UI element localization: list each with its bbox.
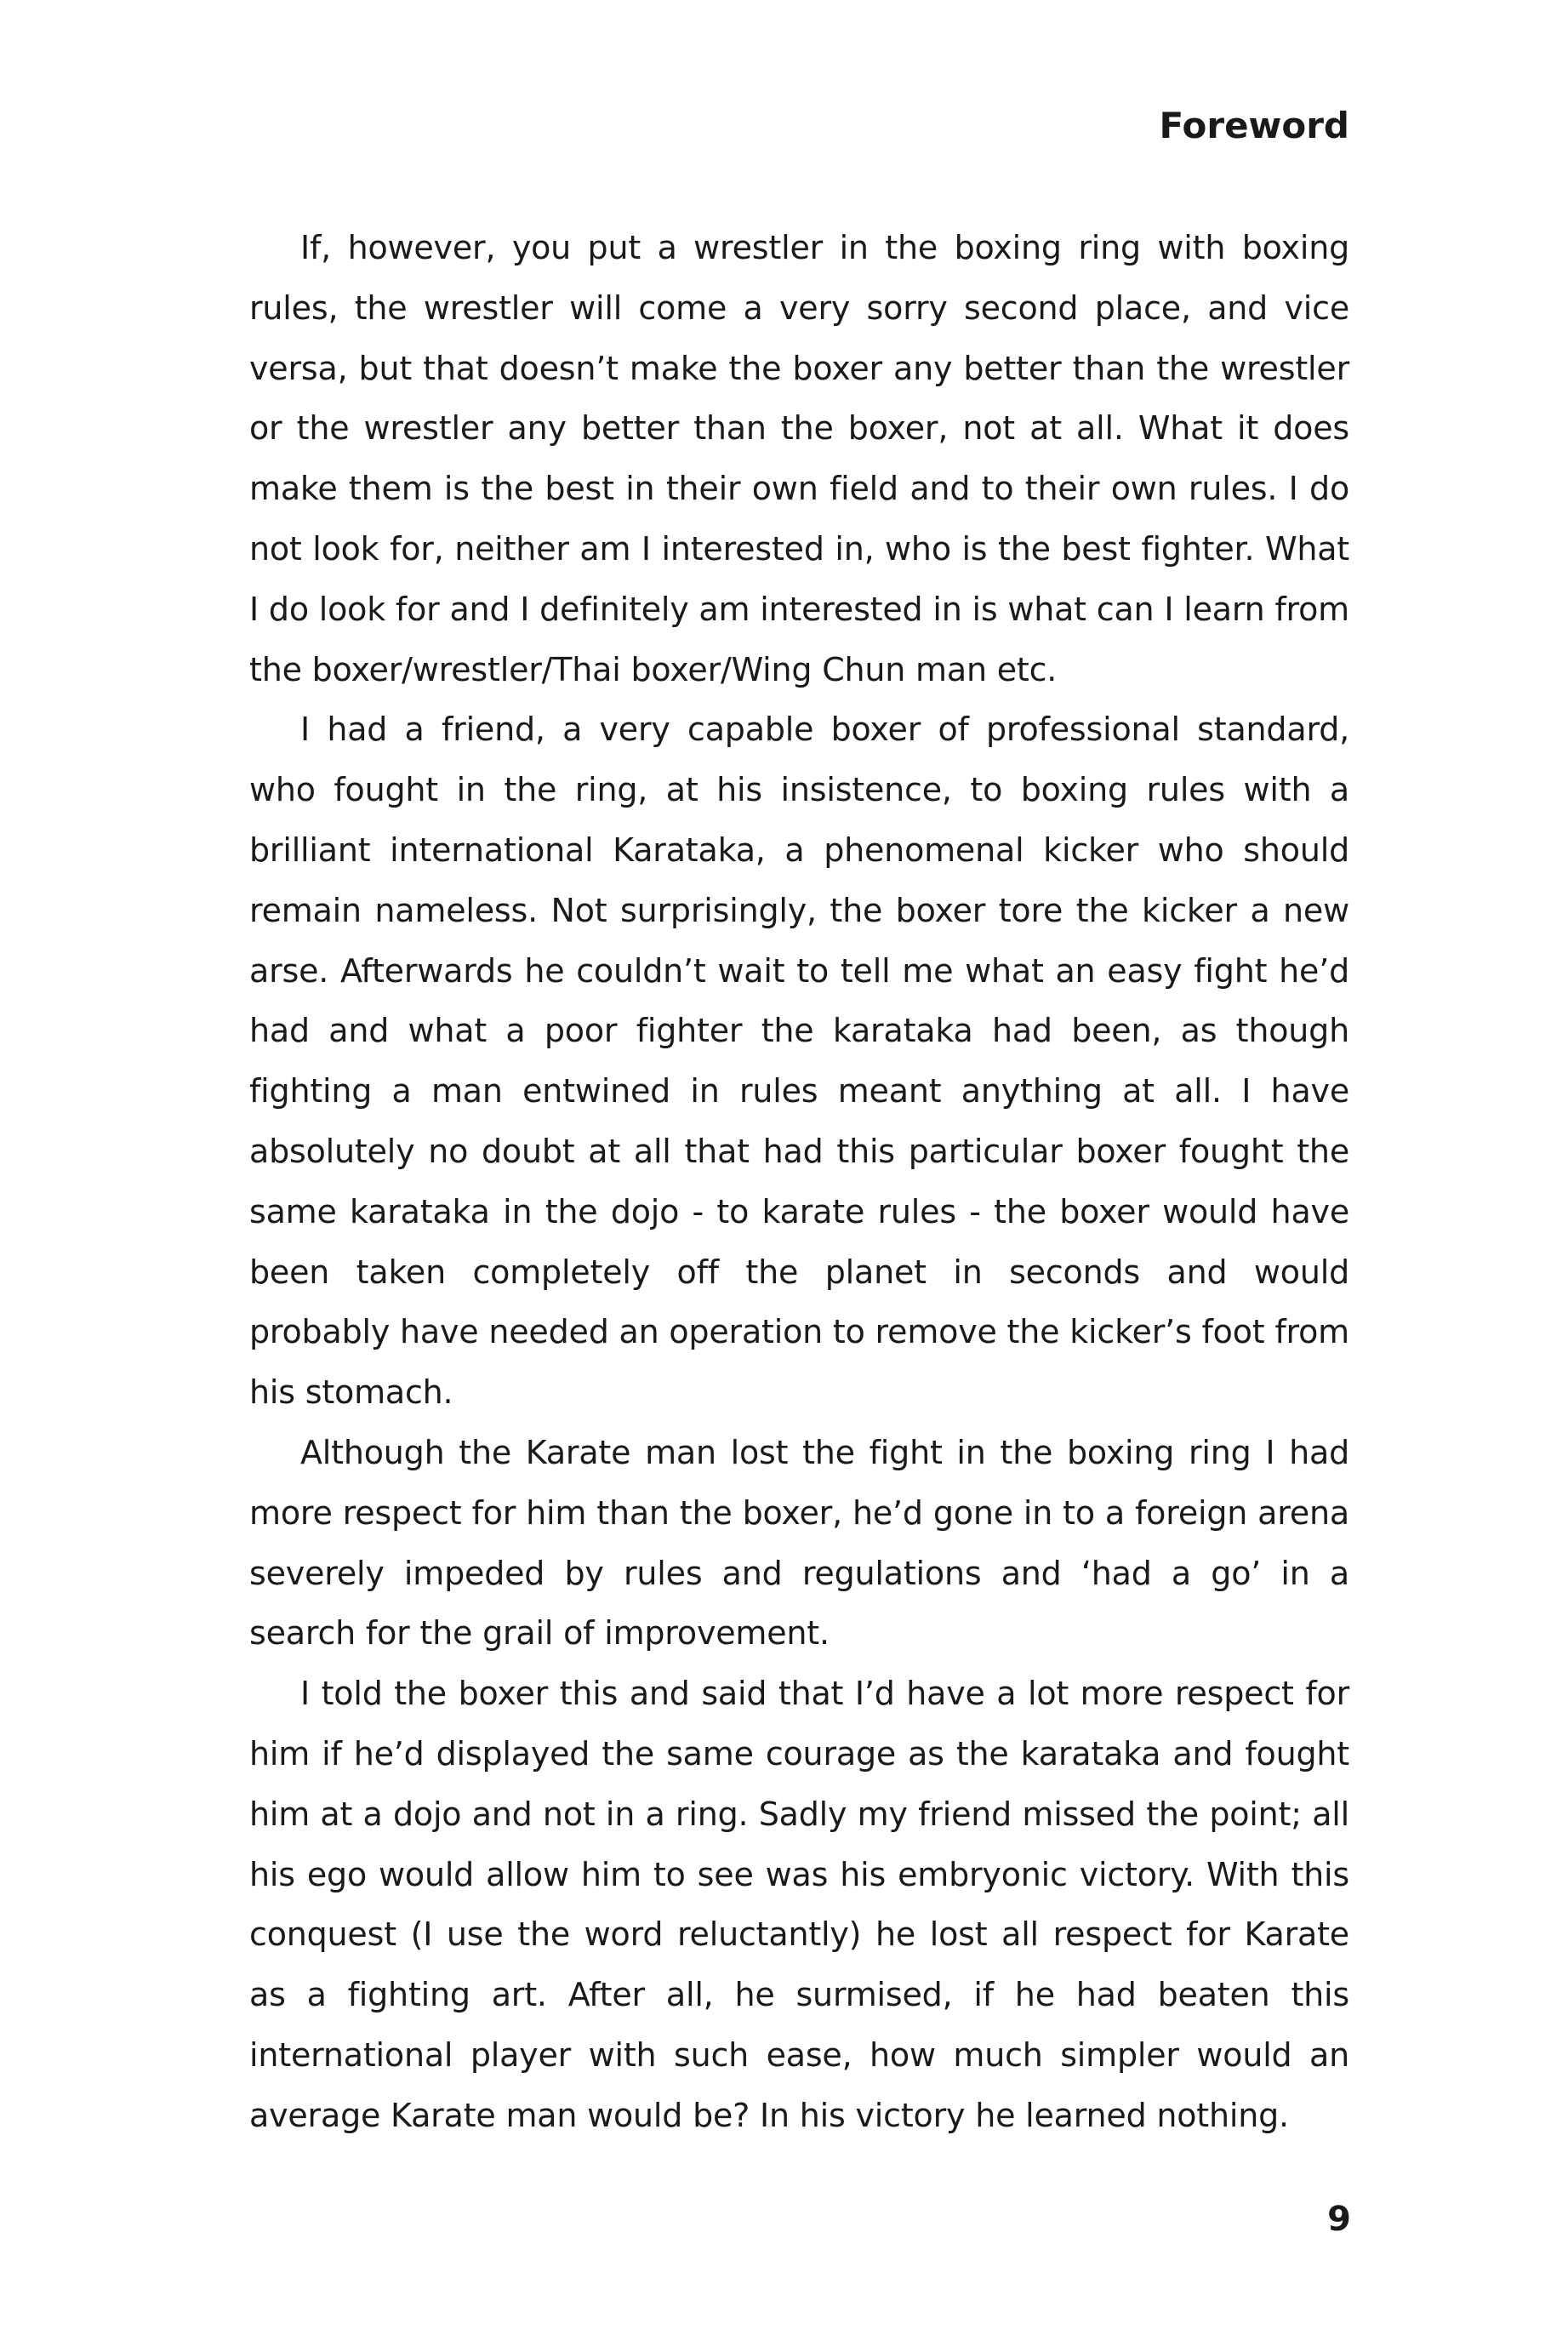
paragraph: I had a friend, a very capable boxer of professional standard, who fought in the ring, at his insistence, to boxing rules with a brilliant international Karataka, a phenomenal kicker who should remain nameless. Not surprisingly, the boxer tore the kicker a new arse. Afterwards he couldn’t wait to tell me what an easy fight he’d had and what a poor fighter the karataka had been, as though fighting a man entwined in rules meant anything at all. I have absolutely no doubt at all that had this particular boxer fought the same karataka in the dojo - to karate rules - the boxer would have been taken completely off the planet in seconds and would probably have needed an operation to remove the kicker’s foot from his stomach. bbox=[249, 711, 1349, 1412]
paragraph: If, however, you put a wrestler in the boxing ring with boxing rules, the wrestler will come a very sorry second place, and vice versa, but that doesn’t make the boxer any better than the wrestler or the wrestler any better than the boxer, not at all. What it does make them is the best in their own field and to their own rules. I do not look for, neither am I interested in, who is the best fighter. What I do look for and I definitely am interested in is what can I learn from the boxer/wrestler/Thai boxer/Wing Chun man etc. bbox=[249, 229, 1349, 688]
page-number: 9 bbox=[1327, 2200, 1351, 2239]
paragraph: Although the Karate man lost the fight in the boxing ring I had more respect for him than the boxer, he’d gone in to a foreign arena severely impeded by rules and regulations and ‘had a go’ in a search for the grail of improvement. bbox=[249, 1433, 1349, 1653]
body-text bbox=[249, 218, 1349, 2146]
running-head: Foreword bbox=[1159, 105, 1349, 146]
paragraph: I told the boxer this and said that I’d have a lot more respect for him if he’d displayed the same courage as the karataka and fought him at a dojo and not in a ring. Sadly my friend missed the point; all his ego would allow him to see was his embryonic victory. With this conquest (I use the word reluctantly) he lost all respect for Karate as a fighting art. After all, he surmised, if he had beaten this international player with such ease, how much simpler would an average Karate man would be? In his victory he learned nothing. bbox=[249, 1675, 1349, 2134]
